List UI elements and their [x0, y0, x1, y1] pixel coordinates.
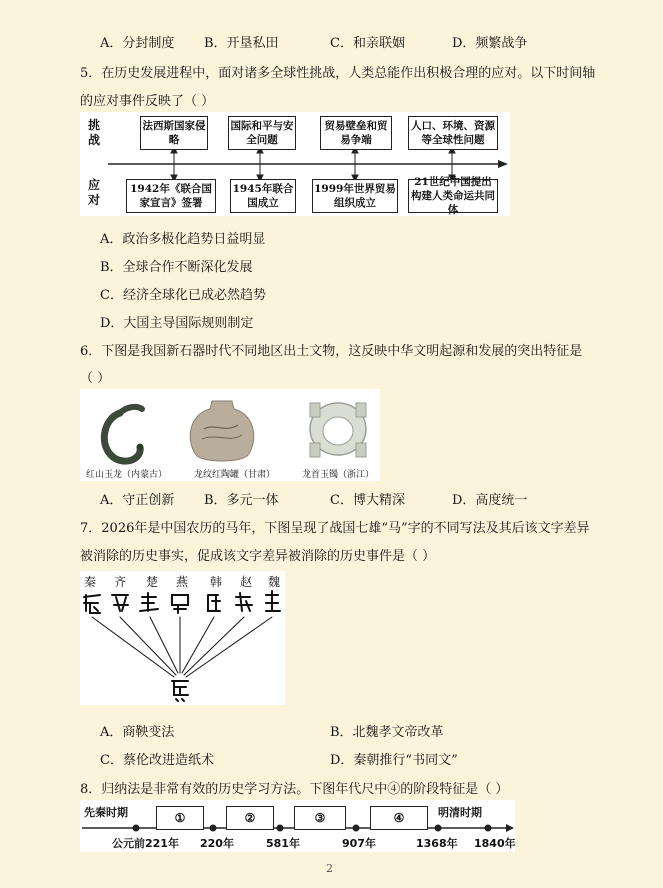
q5-option-c: C．经济全球化已成必然趋势: [100, 288, 266, 303]
q5-option-d: D．大国主导国际规则制定: [100, 316, 254, 331]
q7-stem-line2: 被消除的历史事实，促成该文字差异被消除的历史事件是（ ）: [80, 549, 436, 564]
q5-challenge-2: 国际和平与安全问题: [228, 116, 296, 150]
caption-jade-bracelet: 龙首玉镯（浙江）: [302, 470, 375, 480]
q6-artifacts-figure: [80, 389, 380, 481]
q6-option-d: D．高度统一: [452, 493, 528, 508]
q5-challenge-1: 法西斯国家侵略: [140, 116, 208, 150]
state-qi: 齐: [114, 575, 127, 589]
q6-option-a: A．守正创新: [100, 493, 175, 508]
q8-stem-part1: 8．归纳法是非常有效的历史学习方法。下图年代尺中: [80, 782, 388, 797]
q7-option-b: B．北魏孝文帝改革: [330, 725, 444, 740]
q4-option-c: C．和亲联姻: [330, 36, 405, 51]
state-han: 韩: [210, 575, 223, 589]
q7-stem-line1: 7．2026年是中国农历的马年，下图呈现了战国七雄“马”字的不同写法及其后该文字差异: [80, 521, 590, 536]
q5-option-a: A．政治多极化趋势日益明显: [100, 232, 266, 247]
q8-segment-2: ②: [226, 806, 274, 830]
state-chu: 楚: [146, 575, 159, 589]
state-yan: 燕: [176, 575, 189, 589]
q8-segment-3: ③: [294, 806, 346, 830]
q6-stem-line2: （ ）: [80, 371, 111, 386]
q5-response-1: 1942年《联合国家宣言》签署: [126, 179, 216, 213]
page-number: 2: [326, 862, 333, 875]
q8-circled-number: ④: [387, 782, 401, 797]
q6-option-c: C．博大精深: [330, 493, 405, 508]
q5-side-label-response: 应对: [88, 178, 101, 207]
q5-response-3: 1999年世界贸易组织成立: [312, 179, 398, 213]
caption-pottery-jar: 龙纹红陶罐（甘肃）: [194, 470, 276, 480]
q7-option-a: A．商鞅变法: [100, 725, 175, 740]
q5-challenge-3: 贸易壁垒和贸易争端: [320, 116, 392, 150]
state-qin: 秦: [84, 575, 97, 589]
q8-stem: [80, 778, 508, 797]
q5-option-b: B．全球合作不断深化发展: [100, 260, 253, 275]
q8-year-3: 581年: [266, 837, 300, 850]
q8-year-4: 907年: [342, 837, 376, 850]
q8-end-period: 明清时期: [438, 806, 482, 819]
q8-start-period: 先秦时期: [84, 806, 128, 819]
q5-side-label-challenge: 挑战: [88, 118, 101, 147]
q6-option-b: B．多元一体: [204, 493, 279, 508]
state-zhao: 赵: [240, 575, 253, 589]
jade-dragon-image: [104, 407, 143, 461]
q8-stem-part2: 的阶段特征是（ ）: [400, 782, 509, 797]
q8-year-scale-figure: [80, 800, 515, 852]
q8-segment-4: ④: [370, 806, 428, 830]
q7-horse-character-figure: [80, 571, 285, 705]
caption-jade-dragon: 红山玉龙（内蒙古）: [86, 470, 168, 480]
q7-option-c: C．蔡伦改进造纸术: [100, 753, 214, 768]
q8-year-5: 1368年: [416, 837, 458, 850]
q8-year-2: 220年: [200, 837, 234, 850]
q4-option-d: D．频繁战争: [452, 36, 528, 51]
horse-glyphs-and-lines: [80, 571, 285, 705]
q5-response-4: 21世纪中国提出构建人类命运共同体: [408, 179, 498, 213]
q8-year-6: 1840年: [474, 837, 516, 850]
q8-year-1: 公元前221年: [112, 837, 179, 850]
q6-stem-line1: 6．下图是我国新石器时代不同地区出土文物，这反映中华文明起源和发展的突出特征是: [80, 344, 583, 359]
q5-challenge-4: 人口、环境、资源等全球性问题: [408, 116, 498, 150]
q4-option-b: B．开垦私田: [204, 36, 279, 51]
jade-bracelet-image: [310, 403, 366, 457]
q7-option-d: D．秦朝推行“书同文”: [330, 753, 458, 768]
q5-response-2: 1945年联合国成立: [230, 179, 296, 213]
q5-timeline-figure: [80, 112, 510, 216]
q5-stem-line2: 的应对事件反映了（ ）: [80, 94, 215, 109]
q8-segment-1: ①: [156, 806, 204, 830]
q5-stem-line1: 5．在历史发展进程中，面对诸多全球性挑战，人类总能作出积极合理的应对。以下时间轴: [80, 66, 596, 81]
q4-option-a: A．分封制度: [100, 36, 175, 51]
pottery-jar-image: [190, 401, 254, 461]
state-wei: 魏: [268, 575, 281, 589]
